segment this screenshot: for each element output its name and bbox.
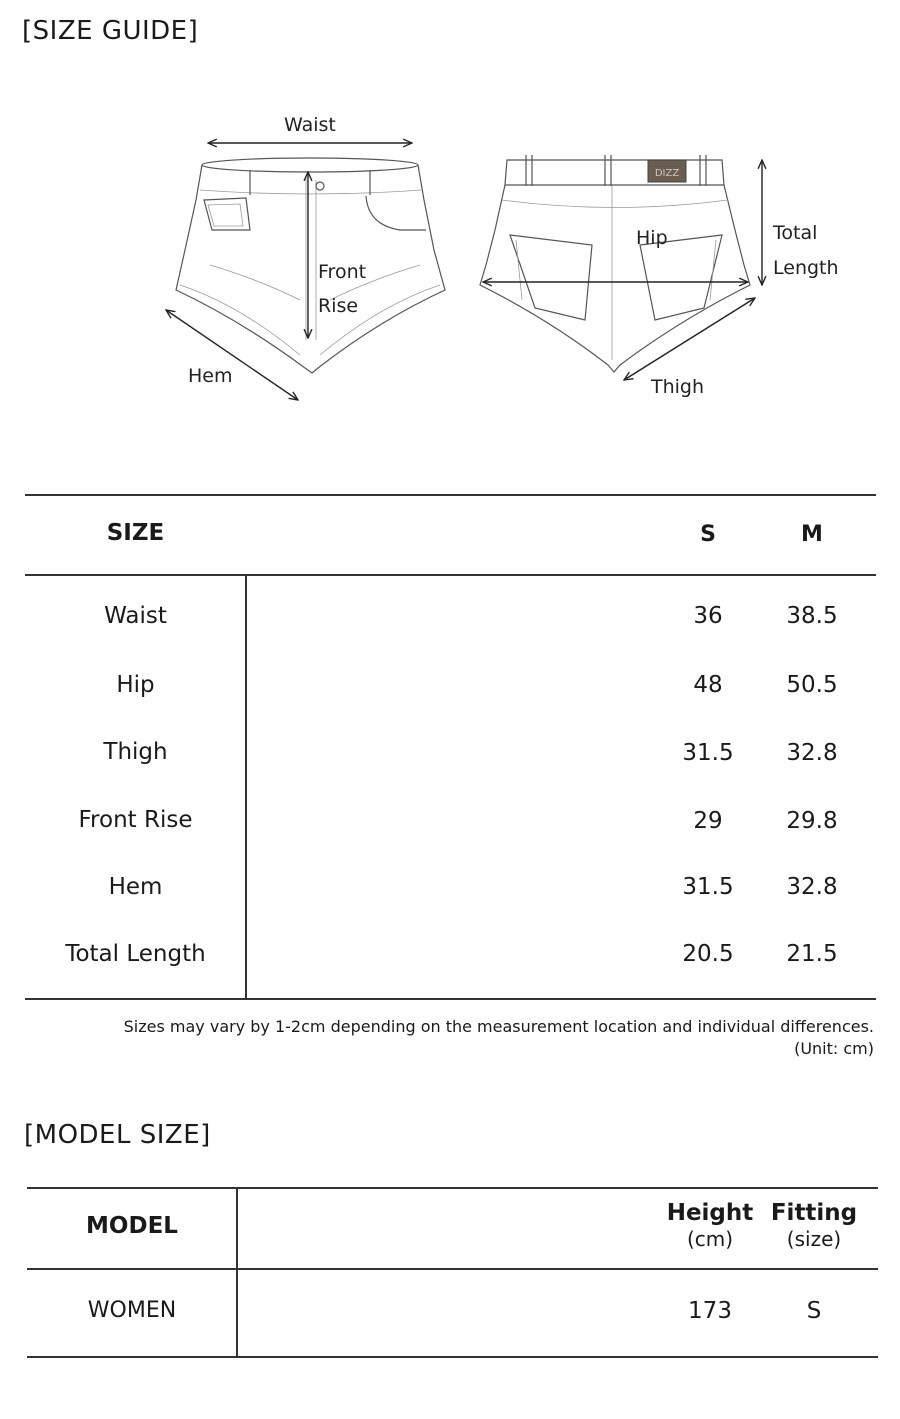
label-total: Total: [773, 222, 818, 244]
model-row-height: 173: [688, 1298, 732, 1324]
variance-note: Sizes may vary by 1-2cm depending on the measurement location and individual differences.: [123, 1017, 874, 1036]
model-row-label: WOMEN: [87, 1298, 177, 1323]
size-header-m: M: [801, 522, 823, 547]
table-top-rule: [25, 494, 876, 496]
fitting-header-text: Fitting: [770, 1200, 858, 1226]
label-rise: Rise: [318, 295, 359, 317]
size-row-m: 29.8: [786, 808, 838, 834]
size-guide-title: [SIZE GUIDE]: [22, 16, 199, 46]
back-shorts-illustration: [480, 155, 750, 372]
size-row-label: Waist: [104, 603, 167, 629]
size-row-s: 31.5: [682, 740, 734, 766]
fitting-header-unit: (size): [786, 1227, 842, 1251]
size-row-label: Hem: [108, 874, 163, 900]
table-column-divider: [245, 574, 247, 999]
size-row-s: 20.5: [682, 941, 734, 967]
svg-text:DIZZ: DIZZ: [654, 168, 680, 179]
label-thigh: Thigh: [651, 376, 705, 398]
model-table-top-rule: [27, 1187, 878, 1189]
size-row-label: Total Length: [65, 941, 206, 967]
size-row-m: 32.8: [786, 874, 838, 900]
height-header-text: Height: [666, 1200, 754, 1226]
model-header-rule: [27, 1268, 878, 1270]
shorts-measurement-diagram: [0, 0, 900, 470]
measurement-note: [124, 1016, 874, 1060]
model-header-label: MODEL: [86, 1213, 178, 1239]
table-bottom-rule: [25, 998, 876, 1000]
size-row-label: Front Rise: [78, 807, 193, 833]
model-header-fitting: [764, 1199, 864, 1251]
front-shorts-illustration: [176, 158, 445, 373]
size-row-s: 29: [693, 808, 723, 834]
size-header-s: S: [700, 522, 716, 547]
label-hem: Hem: [188, 365, 233, 387]
size-header-label: SIZE: [106, 520, 165, 546]
height-header-unit: (cm): [686, 1227, 734, 1251]
model-header-height: [660, 1199, 760, 1251]
size-row-s: 48: [693, 672, 723, 698]
size-row-s: 36: [693, 603, 723, 629]
model-table-bottom-rule: [27, 1356, 878, 1358]
model-size-title: [MODEL SIZE]: [24, 1120, 211, 1150]
size-row-m: 32.8: [786, 740, 838, 766]
model-row-fitting: S: [806, 1298, 822, 1324]
unit-note: (Unit: cm): [794, 1039, 874, 1058]
size-row-m: 38.5: [786, 603, 838, 629]
size-row-m: 21.5: [786, 941, 838, 967]
size-row-label: Hip: [116, 672, 155, 698]
label-hip: Hip: [636, 227, 668, 249]
model-table: [27, 1187, 878, 1358]
size-row-m: 50.5: [786, 672, 838, 698]
size-table: [25, 494, 876, 999]
label-waist: Waist: [284, 114, 336, 136]
size-row-label: Thigh: [103, 739, 168, 765]
table-header-rule: [25, 574, 876, 576]
size-row-s: 31.5: [682, 874, 734, 900]
label-length: Length: [773, 257, 839, 279]
label-front: Front: [318, 261, 367, 283]
